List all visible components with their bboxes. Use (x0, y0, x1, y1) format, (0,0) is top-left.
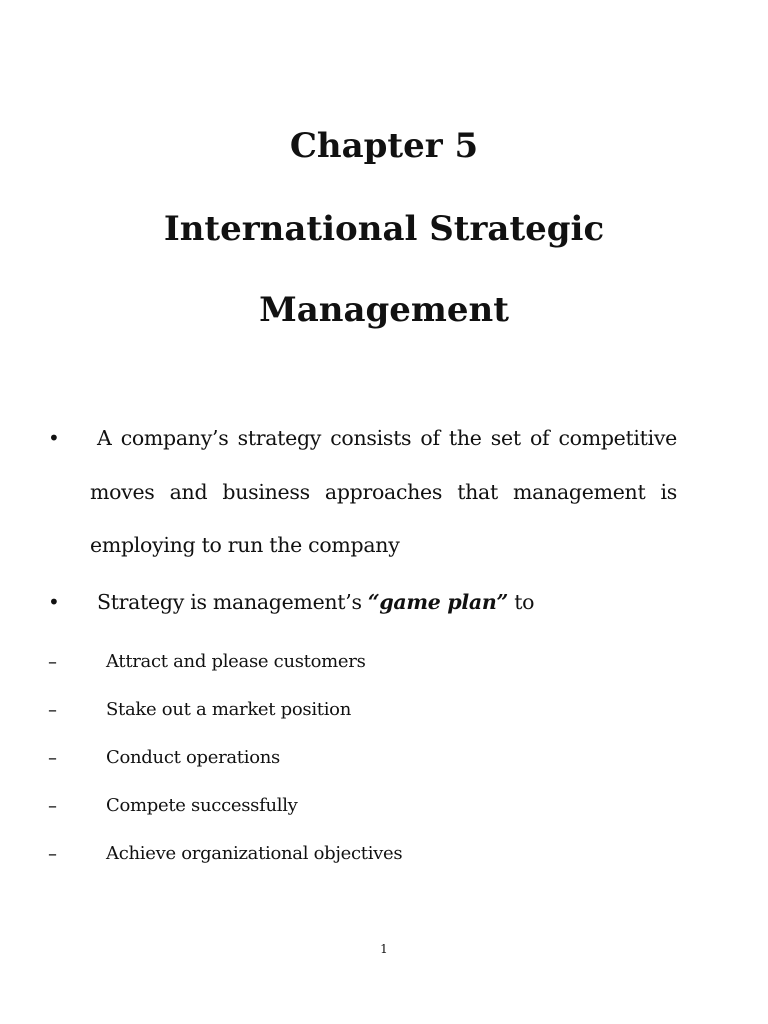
bullet-2-prefix: Strategy is management’s (97, 590, 368, 614)
bullet-1-line-2: moves and business approaches that management is (90, 480, 677, 504)
dash-icon: – (48, 796, 57, 817)
bullet-2-text (97, 587, 534, 617)
bullet-icon: • (48, 426, 60, 450)
dash-icon: – (48, 844, 57, 865)
page-number: 1 (380, 942, 388, 956)
title-line-1: International Strategic (163, 209, 605, 249)
bullet-1-line-1: A company’s strategy consists of the set of competitive (97, 426, 677, 450)
title-line-2: Management (259, 290, 509, 330)
list-item: Achieve organizational objectives (106, 843, 403, 864)
bullet-2-suffix: to (508, 590, 535, 614)
dash-icon: – (48, 652, 57, 673)
list-item: Attract and please customers (106, 651, 366, 672)
bullet-1-line-3: employing to run the company (90, 533, 400, 557)
bullet-2-emphasis: “game plan” (367, 590, 508, 614)
dash-icon: – (48, 748, 57, 769)
list-item: Stake out a market position (106, 699, 352, 720)
list-item: Compete successfully (106, 795, 298, 816)
bullet-icon: • (48, 590, 60, 614)
dash-icon: – (48, 700, 57, 721)
list-item: Conduct operations (106, 747, 280, 768)
chapter-heading: Chapter 5 (289, 126, 479, 166)
